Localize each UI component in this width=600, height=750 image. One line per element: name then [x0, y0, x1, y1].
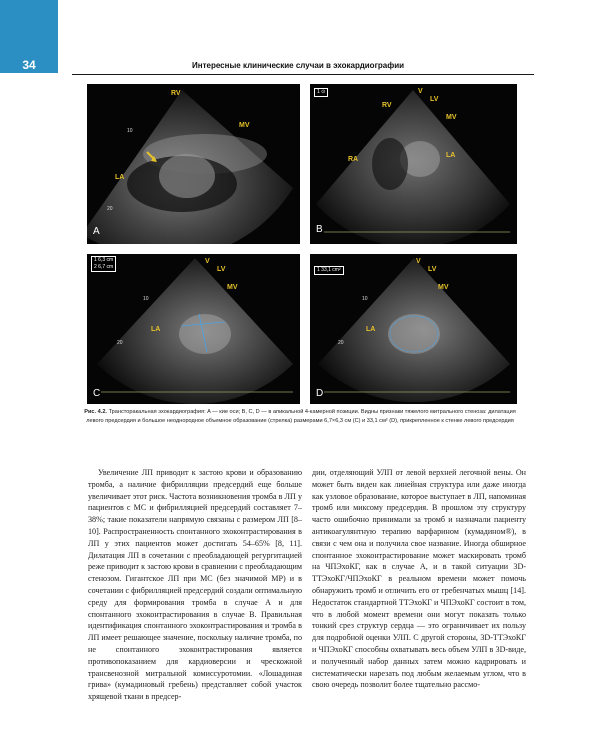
label-lv: LV [428, 266, 437, 273]
label-la: LA [446, 152, 456, 159]
label-mv: MV [227, 284, 238, 291]
label-lv: LV [217, 266, 226, 273]
echo-panel-b [310, 84, 517, 244]
label-v: V [418, 88, 423, 95]
depth-mark: 20 [107, 206, 113, 212]
panel-letter-a: A [93, 226, 100, 237]
figure-caption [84, 408, 516, 425]
label-rv: RV [382, 102, 392, 109]
label-la: LA [151, 326, 161, 333]
echo-image-c [87, 254, 300, 404]
panel-letter-b: B [316, 224, 323, 235]
measurement-box: 1 33,1 cm² [314, 266, 344, 275]
measurement-1: 1 6,3 cm [94, 257, 114, 263]
depth-mark: 20 [338, 340, 344, 346]
paragraph: Увеличение ЛП приводит к застою крови и образованию тромба, а наличие фибрилляции предсердий еще больше увеличивает этот риск. Частота возникновения тромба в ЛП у пациентов с МС и фибрилляцией предсердий составляет 7–38%; такие показатели напрямую связаны с размером ЛП [8–10]. Распространенность спонтанного эхоконтрастирования в ЛП у этих пациентов может достигать 54–65% [8, 11]. Дилатация ЛП в сочетании с преобладающей регургитацией реже приводит к застою крови в сравнении с преобладающим стенозом. Гигантское ЛП при МС (без значимой МР) и в сочетании с фибрилляцией предсердий создали оптимальную среду для формирования тромба в случае А и для спонтанного эхоконтрастирования в случае B. Правильная идентификация спонтанного эхоконтрастирования и тромба в ЛП имеет решающее значение, поскольку наличие тромба, по не спонтанного эхоконтрастирования является противопоказанием для кардиоверсии и чрескожной трансвенозной митральной комиссуротомии. «Лошадиная грива» (кумадиновый гребень) представляет собой участок хрящевой ткани в предсер- [88, 468, 302, 702]
label-rv: RV [171, 90, 181, 97]
label-v: V [416, 258, 421, 265]
paragraph: дии, отделяющий УЛП от левой верхней легочной вены. Он может быть виден как линейная структура или даже иногда как узловое образование, которое выступает в ЛП, напоминая тромб или миксому предсердия. В прошлом эту структуру часто ошибочно принимали за тромб и назначали пациенту антикоагулянтную терапию варфарином (кумадином®), в связи с чем она и получила свое название. Иногда обширное спонтанное эхоконтрастирование может маскировать тромб на ЧПЭхоКГ, как в случае А, и в такой ситуации 3D-ТТЭхоКГ/ЧПЭхоКГ в реальном времени может помочь обнаружить тромб и отличить его от гребенчатых мышц [14]. Недостаток стандартной ТТЭхоКГ и ЧПЭхоКГ состоит в том, что в любой момент времени они могут показать только тонкий срез структур сердца — это ограничивает их пользу для подробной оценки УЛП. С другой стороны, 3D-ТТЭхоКГ и ЧПЭхоКГ способны охватывать весь объем УЛП в 3D-виде, и полученный набор данных затем можно кадрировать и систематически нарезать под любым желаемым углом, что в свою очередь позволит более тщательно рассмо- [312, 468, 526, 690]
echo-image-d [310, 254, 517, 404]
measurement-box [91, 256, 116, 272]
echo-panel-d [310, 254, 517, 404]
measurement-box: 1 ⊙ [314, 88, 328, 97]
label-ra: RA [348, 156, 359, 163]
text-column-right [312, 467, 526, 691]
label-v: V [205, 258, 210, 265]
echo-image-a [87, 84, 300, 244]
depth-mark: 10 [362, 296, 368, 302]
panel-letter-c: C [93, 388, 101, 399]
text-column-left [88, 467, 302, 703]
label-la: LA [366, 326, 376, 333]
label-mv: MV [239, 122, 250, 129]
label-lv: LV [430, 96, 439, 103]
label-mv: MV [438, 284, 449, 291]
depth-mark: 10 [143, 296, 149, 302]
header-rule [72, 74, 534, 75]
measurement-2: 2 6,7 cm [94, 264, 114, 270]
echo-image-b [310, 84, 517, 244]
running-head: Интересные клинические случаи в эхокардиографии [192, 61, 405, 70]
depth-mark: 20 [117, 340, 123, 346]
page-number: 34 [22, 58, 36, 72]
depth-mark: 10 [127, 128, 133, 134]
label-mv: MV [446, 114, 457, 121]
panel-letter-d: D [316, 388, 324, 399]
caption-text: Трансторакальная эхокардиография: A — кие оси; B, C, D — в апикальной 4-камерной позиции. Видны признаки тяжелого митрального стеноза: дилатация левого предсердия и большое неоднородное объемное образование (стрелка) размерами 6,7×6,3 см (C) и 33,1 см² (D), прикрепленное к стенке левого предсердия [86, 409, 516, 424]
echo-panel-a [87, 84, 300, 244]
caption-label: Рис. 4.2. [84, 409, 107, 415]
label-la: LA [115, 174, 125, 181]
echo-panel-c [87, 254, 300, 404]
